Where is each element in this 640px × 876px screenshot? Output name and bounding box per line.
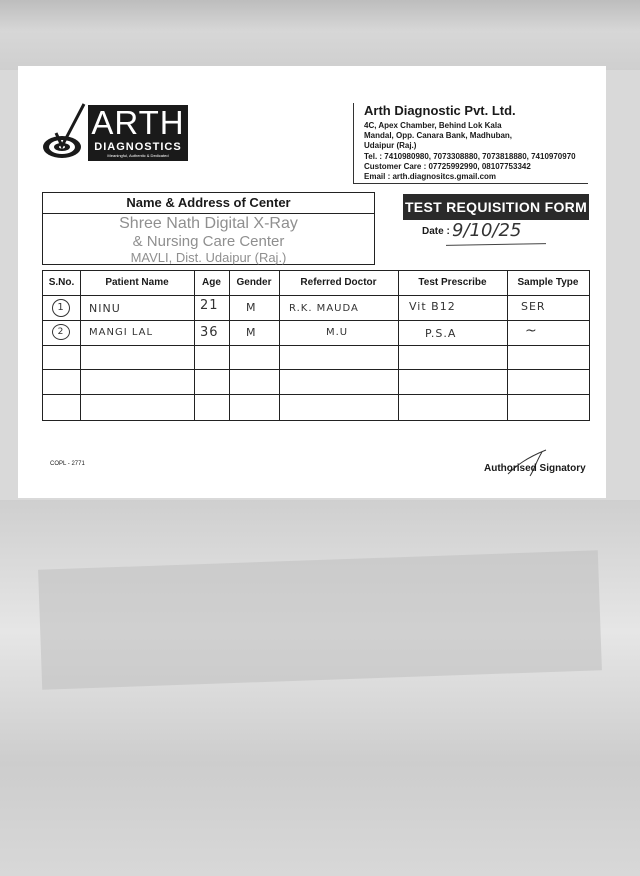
- row1-sno: 1: [52, 299, 70, 317]
- row2-sno: 2: [52, 324, 70, 340]
- row-divider: [43, 369, 589, 370]
- center-stamp-line: & Nursing Care Center: [132, 233, 285, 250]
- header-age: Age: [202, 277, 221, 288]
- date-label: Date :: [422, 226, 450, 237]
- header-test-prescribe: Test Prescribe: [418, 277, 487, 288]
- row2-referred-doctor: M.U: [326, 327, 349, 338]
- form-title-banner: TEST REQUISITION FORM: [403, 194, 589, 220]
- row1-gender: M: [246, 301, 257, 314]
- telephone: Tel. : 7410980980, 7073308880, 7073818880, 7410970970: [364, 152, 576, 161]
- address-line: Udaipur (Raj.): [364, 141, 417, 150]
- row2-age: 36: [200, 325, 219, 340]
- center-box-title: Name & Address of Center: [43, 193, 374, 214]
- company-name: Arth Diagnostic Pvt. Ltd.: [364, 103, 516, 118]
- company-logo: [42, 103, 192, 163]
- header-divider: [353, 103, 354, 183]
- row1-referred-doctor: R.K. MAUDA: [289, 303, 359, 314]
- row1-age: 21: [200, 298, 219, 313]
- row-divider: [43, 320, 589, 321]
- logo-wordmark: [88, 105, 188, 161]
- header-referred-doctor: Referred Doctor: [300, 277, 377, 288]
- header-sno: S.No.: [48, 277, 75, 288]
- header-gender: Gender: [236, 277, 272, 288]
- logo-word: ARTH: [91, 104, 185, 141]
- logo-tagline: Meaningful, Authentic & Dedicated: [107, 153, 169, 158]
- row1-patient-name: NINU: [89, 302, 121, 315]
- center-address-box: [42, 192, 375, 265]
- scan-noise-top: [0, 0, 640, 70]
- document-code: COPL - 2771: [50, 461, 85, 467]
- logo-subword: DIAGNOSTICS: [94, 141, 182, 153]
- email: Email : arth.diagnositcs.gmail.com: [364, 172, 497, 181]
- center-stamp-line: MAVLI, Dist. Udaipur (Raj.): [130, 250, 287, 265]
- row2-patient-name: MANGI LAL: [89, 327, 154, 338]
- row2-test-prescribe: P.S.A: [425, 327, 457, 340]
- customer-care: Customer Care : 07725992990, 08107753342: [364, 162, 531, 171]
- address-line: 4C, Apex Chamber, Behind Lok Kala: [364, 121, 502, 130]
- address-line: Mandal, Opp. Canara Bank, Madhuban,: [364, 131, 513, 140]
- row-divider: [43, 345, 589, 346]
- row2-sample-type: ~: [525, 323, 538, 339]
- patient-table: [42, 270, 590, 421]
- scan-smudge: [38, 550, 602, 689]
- row1-sample-type: SER: [521, 300, 546, 313]
- row-divider: [43, 295, 589, 296]
- authorised-signatory: Authorised Signatory: [484, 463, 586, 474]
- row-divider: [43, 394, 589, 395]
- row2-gender: M: [246, 326, 257, 339]
- date-value: 9/10/25: [452, 220, 522, 241]
- header-rule: [353, 183, 588, 184]
- row1-test-prescribe: Vit B12: [409, 300, 456, 313]
- target-check-icon: [42, 103, 88, 163]
- center-stamp-line: Shree Nath Digital X-Ray: [119, 215, 298, 232]
- header-sample-type: Sample Type: [517, 277, 579, 288]
- header-patient-name: Patient Name: [105, 277, 169, 288]
